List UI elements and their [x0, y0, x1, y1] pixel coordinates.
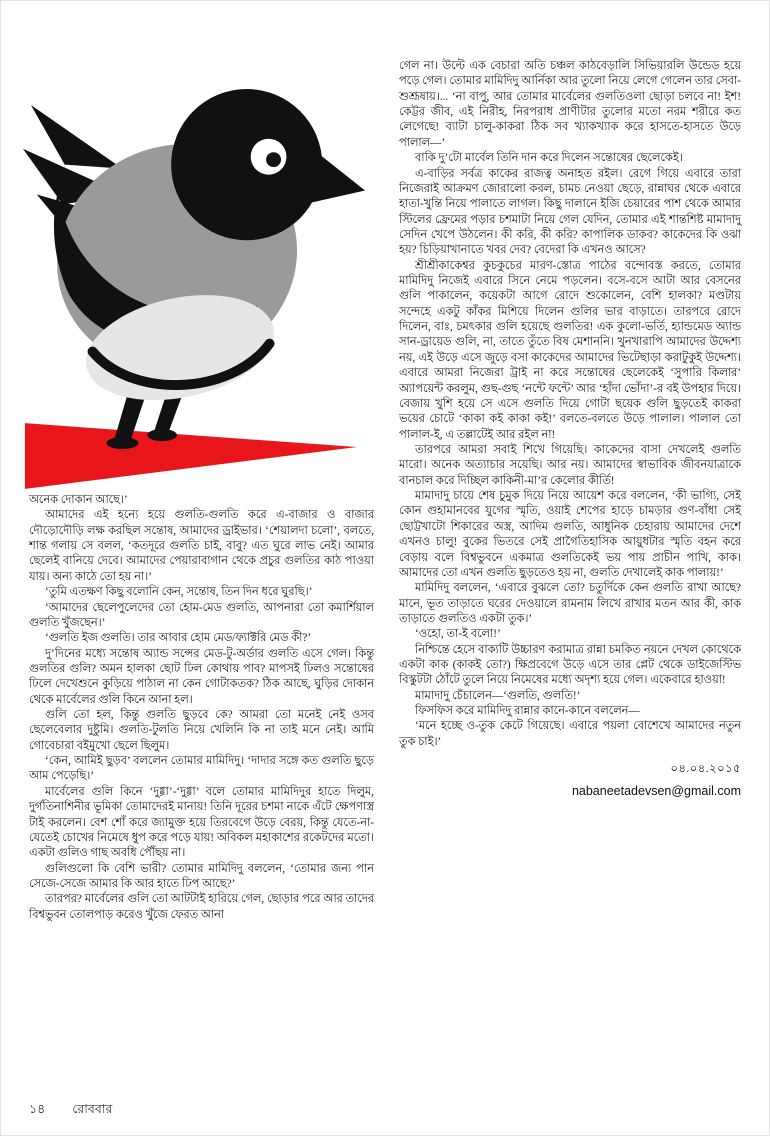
paragraph: বাকি দু’টো মার্বেল তিনি দান করে দিলেন সন্তোষের ছেলেকেই।	[415, 152, 683, 165]
page-number: ১৪	[29, 1102, 46, 1116]
crow-beak	[303, 145, 365, 205]
paragraph: দু’দিনের মধ্যে সন্তোষ অ্যান্ড সন্সের মেড-টু-অর্ডার গুলতি এসে গেল। কিন্তু গুলতির গুলি? অমন হালকা ছোট ঢিল কোথায় পাব? মাপসই ঢিলও সন্তোষের ঢিলে দেখেশুনে কুড়িয়ে পাঠাল না কেন গোটাকতক? ঠিক আছে, ঘুড়ির দোকান থেকে মার্বেলের গুলি কিনে আনা হল।	[29, 647, 374, 706]
paragraph: মার্বেলের গুলি কিনে ‘দুগ্গা’-‘দুগ্গা’ বলে তোমার মামিদিদুর হাতে দিলুম, দুর্গতিনাশিনীর ভূমিকা তোমাদেরই মানায়! তিনি দূরের চশমা নাকে এঁটে ক্ষেপণাস্ত্র টাই করলেন। বেশ শোঁ করে জ্যামুক্ত হয়ে তিরবেগে উড়ে বেরয়, কিন্তু যেতে-না-যেতেই চোখের নিমেষে ধুপ করে পড়ে যায়! অবিকল মহাকাশের রকেটদের মতো। একটা গুলিও গাছ অবধি পৌঁছয় না।	[29, 785, 374, 860]
page-footer	[29, 1101, 112, 1121]
text-column-left	[29, 493, 374, 923]
paragraph: ‘তুমি এতক্ষণ কিছু বলোনি কেন, সন্তোষ, তিন দিন ধরে ঘুরছি।’	[45, 586, 313, 599]
byline-block	[399, 762, 741, 800]
paragraph: গুলিগুলো কি বেশি ভারী? তোমার মামিদিদু বললেন, ‘তোমার জন্য পান সেজে-সেজে আমার কি আর হাতে ঢিপ আছে?’	[29, 862, 374, 890]
crow-eye-pupil	[266, 152, 281, 167]
red-wedge-shape	[25, 423, 357, 489]
paragraph: গুলি তো হল, কিন্তু গুলতি ছুড়বে কে? আমরা তো মনেই নেই ওসব ছেলেবেলার দুষ্টুমি। গুলতি-টুলতি নিয়ে খেলিনি কি না তাই মনে নেই। আমি গোবেচারা বইমুখো ছেলে ছিলুম।	[29, 709, 374, 752]
paragraph: এ-বাড়ির সর্বত্র কাকের রাজত্ব অনাহত রইল। রেগে গিয়ে এবারে তারা নিজেরাই আক্রমণ জোরালো করল, চামচ নেওয়া ছেড়ে, রান্নাঘর থেকে এবারে হাতা-খুন্তি নিয়ে পালাতে লাগল। কিছু দালানে ইজি চেয়ারের পাশ থেকে আমার স্টিলের ফ্রেমের পড়ার চশমাটা নিয়ে গেল যেদিন, তোমার এই শান্তশিষ্ট মামাদাদু সেদিন খেপে উঠলেন। কী করি, কী করি? কাপালিক ডাকব? কাকেদের কি ওঝা হয়? চিড়িয়াখানাতে খবর দেব? বেদেরা কি এখনও আসে?	[399, 167, 741, 257]
paragraph: নিশ্চিন্তে হেসে বাক্যটি উচ্চারণ করামাত্র রান্না চমকিত নয়নে দেখল কোথেকে একটা কাক (কাকই তো?) ক্ষিপ্রবেগে উড়ে এসে তার প্লেট থেকে ডাইজেস্টিভ বিস্কুটটা ঠোঁটে তুলে নিয়ে নিমেষের মধ্যে অদৃশ্য হয়ে গেল। একেবারে হাওয়া!	[399, 643, 741, 687]
magazine-name: রোববার	[72, 1102, 113, 1116]
text-column-right	[399, 59, 741, 800]
paragraph: ‘গুলতি ইজ গুলতি। তার আবার হোম মেড/ফ্যাক্টরি মেড কী?’	[45, 632, 312, 645]
author-email: nabaneetadevsen@gmail.com	[571, 783, 741, 798]
crow-head	[171, 89, 322, 240]
paragraph: তারপর? মার্বেলের গুলি তো আটটাই হারিয়ে গেল, ছোড়ার পরে আর তাদের বিশ্বভুবন তোলপাড় করেও খুঁজে ফেরত আনা	[29, 893, 374, 921]
paragraph: মামাদাদু চায়ে শেষ চুমুক দিয়ে নিয়ে আয়েশ করে বললেন, ‘কী ভাগ্যি, সেই কোন গুহামানবের যুগের স্মৃতি, ওয়াই শেপের হাড়ে চামড়ার গুণ-বাঁধা সেই ছোট্টখাটো শিকারের অস্ত্র, আদিম গুলতি, আধুনিক চেহারায় আমাদের দেশে এখনও চালু! বুকের ভিতরে সেই প্রাগৈতিহাসিক আয়ুধটার স্মৃতি বহন করে বেড়ায় বলে বিশ্বভুবনে একমাত্র গুলতিকেই ভয় পায় প্রাচীন পাখি, কাক। আমাদের তো এখন গুলতি ছুড়তেও হয় না, গুলতি দেখালেই কাক পালায়!’	[399, 490, 741, 579]
crow-foot-right	[147, 429, 177, 441]
crow-bird-icon	[13, 53, 371, 501]
paragraph: গেল না। উল্টে এক বেচারা অতি চঞ্চল কাঠবেড়ালি সিভিয়ারলি উন্ডেড হয়ে পড়ে গেল। তোমার মামিদিদু আর্নিকা আর তুলো নিয়ে লেগে গেলেন তার সেবা-শুশ্রূষায়।... ‘না বাপু, আর তোমার মার্বেলের গুলতিওলা ছোড়া চলবে না! ইশ! কেট্টর জীব, এই নিরীহ, নিরপরাধ প্রাণীটার তুলোর মতো নরম শরীরে কত লেগেছে! ব্যাটা চালু-কাকরা ঠিক সব খ্যাকখ্যাক করে হাসতে-হাসতে উড়ে পালাল—’	[399, 60, 741, 149]
crow-illustration	[13, 53, 371, 501]
paragraph: শ্রীশ্রীকাকেশ্বর কুচকুচের মারণ-স্তোত্র পাঠের বন্দোবস্ত করতে, তোমার মামিদিদু নিজেই এবারে সিনে নেমে পড়লেন। বসে-বসে আটা আর বেসনের গুলি পাকালেন, কয়েকটা আগে রোদে শুকোলেন, বেশি হালকা? মণ্ডটায় সন্দেহে একটু কাঁকর মিশিয়ে দিলেন গুলির ভার বাড়াতে। তারপরে রোদে দিলেন, বাঃ, চমৎকার গুলি হয়েছে গুলতির! এক কুলো-ভর্তি, হ্যান্ডমেড অ্যান্ড সান-ড্রায়েড গুলি, না, তাতে তুঁতে বিষ মেশাননি। খুনখারাপি আমাদের উদ্দেশ্য নয়, এই উড়ে এসে জুড়ে বসা কাকেদের আমাদের ভিটেছাড়া করাটুকুই উদ্দেশ্য। এবারে আমরা নিজেরা ট্রাই না করে সন্তোষের ছেলেকেই ‘সুপারি কিলার’ অ্যাপয়েন্ট করলুম, গুছ-গুছ ‘নন্টে ফন্টে’ আর ‘হাঁদা ভোঁদা’-র বই উপহার দিয়ে। বেজায় খুশি হয়ে সে এসে গুলতি দিয়ে গোটা ছয়েক গুলি ছুড়তেই কাকরা ভয়ের চোটে ‘কাকা কই কাকা কই!’ বলতে-বলতে উড়ে পালাল। পালাল তো পালাল-ই, এ তল্লাটেই আর রইল না!	[399, 259, 741, 441]
paragraph: ‘ওহো, তা-ই বলো!’	[415, 628, 501, 641]
paragraph: মামাদাদু চেঁচালেন—‘গুলতি, গুলতি!’	[415, 689, 581, 702]
paragraph: ‘কেন, আমিই ছুড়ব’ বললেন তোমার মামিদিদু। ‘দাদার সঙ্গে কত গুলতি ছুড়ে আম পেড়েছি।’	[29, 755, 374, 783]
paragraph: তারপরে আমরা সবাই শিখে গিয়েছি। কাকেদের বাসা দেখলেই গুলতি মারো। অনেক অত্যাচার সয়েছি। আর নয়। আমাদের স্বাভাবিক জীবনযাত্রাকে বানচাল করে দিচ্ছিল কাকিনী-মা’র কেলোর কীর্তি!	[399, 443, 741, 487]
paragraph: মামিদিদু বললেন, ‘এবারে বুঝলে তো? চতুর্দিকে কেন গুলতি রাখা আছে? মানে, ভূত তাড়াতে ঘরের দেওয়ালে রামনাম লিখে রাখার মতন আর কী, কাক তাড়াতে গুলতিও একটা তুক।’	[399, 582, 741, 625]
paragraph: ‘আমাদের ছেলেপুলেদের তো হোম-মেড গুলতি, আপনারা তো কমার্শিয়াল গুলতি খুঁজছেন।’	[29, 601, 374, 629]
article-date: ০৪.০৪.২০১৫	[670, 763, 741, 776]
paragraph: ‘মনে হচ্ছে ও-তুক কেটে গিয়েছে। এবারে পয়লা বোশেখে আমাদের নতুন তুক চাই।’	[399, 720, 741, 748]
paragraph: ফিসফিস করে মামিদিদু রান্নার কানে-কানে বললেন—	[415, 705, 640, 718]
paragraph: অনেক দোকান আছে।’	[29, 494, 128, 506]
paragraph: আমাদের এই হন্যে হয়ে গুলতি-গুলতি করে এ-বাজার ও বাজার দৌড়োদৌড়ি লক্ষ করছিল সন্তোষ, আমাদের ড্রাইভার। ‘শেয়ালদা চলো’, বলতে, শান্ত গলায় সে বলল, ‘কতদূরে গুলতি চাই, বাবু? এত ঘুরে লাভ নেই। আমার ছেলেই বানিয়ে দেবে। আমাদের পেয়ারাবাগান থেকে প্রচুর গুলতির কাঠ পাওয়া যায়। অন্য কাঠে তো হয় না।’	[29, 509, 374, 583]
crow-foot-left	[106, 437, 138, 449]
